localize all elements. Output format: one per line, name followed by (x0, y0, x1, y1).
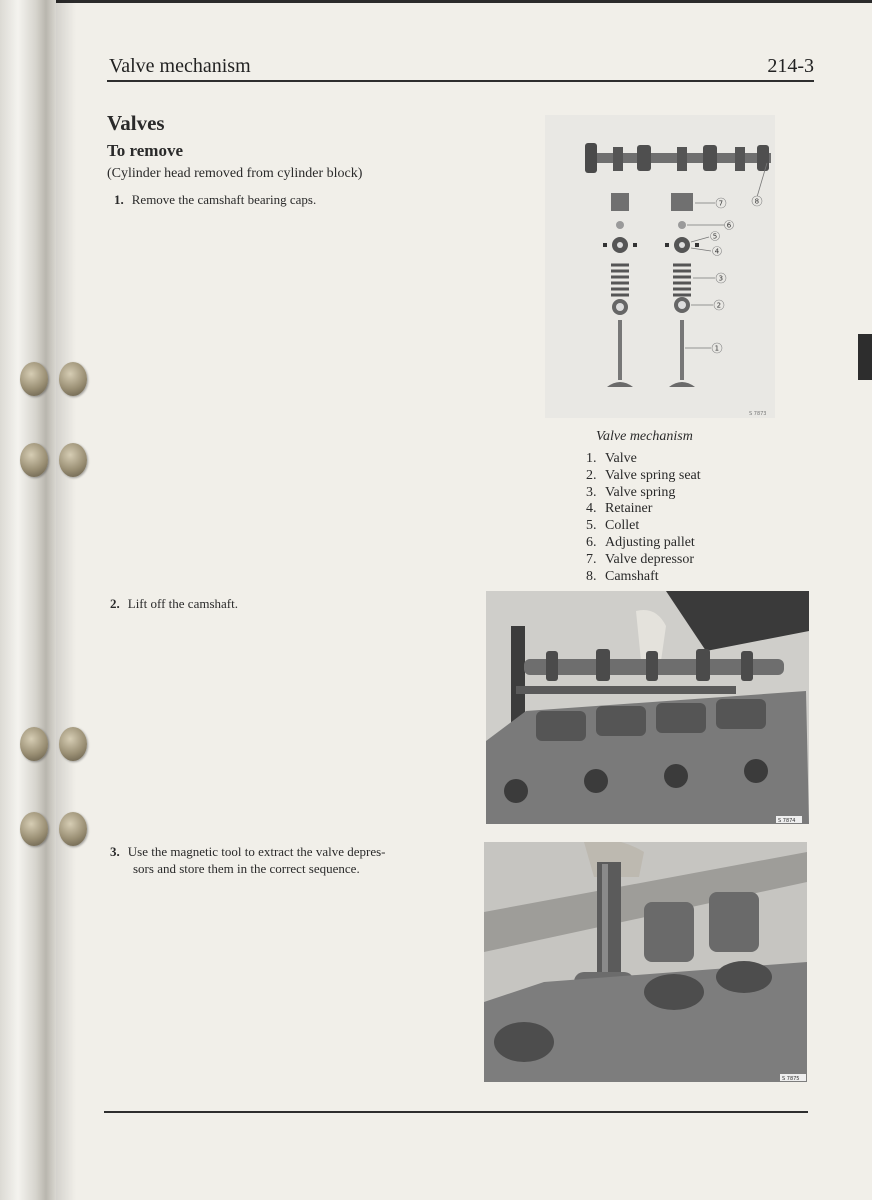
binder-spine (0, 0, 56, 1200)
figure-valve-mechanism (545, 115, 775, 418)
legend-item: 5. Collet (586, 518, 640, 534)
legend-item: 6. Adjusting pallet (586, 534, 695, 550)
section-note: (Cylinder head removed from cylinder block) (107, 166, 363, 181)
binder-ring-icon (20, 443, 48, 477)
section-title: Valves (107, 111, 165, 135)
figure-ref: S 7875 (782, 1076, 800, 1082)
photo-extract-depressors (484, 842, 807, 1082)
binder-ring-icon (59, 443, 87, 477)
step-number: 3. (110, 844, 120, 859)
extract-depressors-illustration (484, 842, 807, 1082)
callout-3: 3 (718, 274, 724, 283)
step-text-continued: sors and store them in the correct sequence. (133, 861, 360, 876)
figure-ref: S 7874 (778, 818, 796, 824)
figure-ref: S 7873 (749, 411, 767, 417)
legend-item: 4. Retainer (586, 501, 653, 517)
running-header-title: Valve mechanism (109, 55, 251, 77)
step-text: Remove the camshaft bearing caps. (131, 192, 317, 207)
step-number: 2. (110, 596, 120, 611)
valve-mechanism-illustration (545, 115, 775, 418)
step-number: 1. (114, 192, 124, 207)
callout-5: 5 (712, 232, 718, 241)
legend-item: 8. Camshaft (586, 568, 659, 584)
binder-ring-icon (20, 812, 48, 846)
legend-item: 1. Valve (586, 451, 637, 466)
step-3 (110, 843, 385, 877)
step-1 (114, 191, 316, 208)
binder-ring-icon (59, 812, 87, 846)
binder-ring-icon (59, 727, 87, 761)
legend-item: 3. Valve spring (586, 484, 676, 500)
step-2 (110, 595, 238, 612)
section-tab-marker (858, 334, 872, 380)
figure-legend (586, 451, 701, 585)
page-top-edge (0, 0, 872, 3)
footer-rule (104, 1111, 808, 1113)
legend-item: 2. Valve spring seat (586, 467, 701, 483)
photo-lift-camshaft (486, 591, 809, 824)
step-text: Lift off the camshaft. (127, 596, 238, 611)
callout-2: 2 (716, 301, 722, 310)
binder-ring-icon (59, 362, 87, 396)
page-number: 214-3 (767, 55, 814, 77)
callout-1: 1 (714, 344, 720, 353)
callout-8: 8 (754, 197, 760, 206)
step-text: Use the magnetic tool to extract the valve depres- (127, 844, 386, 859)
legend-item: 7. Valve depressor (586, 551, 695, 567)
binder-ring-icon (20, 362, 48, 396)
callout-7: 7 (718, 199, 724, 208)
header-rule (107, 80, 814, 82)
figure-caption: Valve mechanism (596, 429, 693, 444)
callout-4: 4 (714, 247, 720, 256)
callout-6: 6 (726, 221, 732, 230)
section-subtitle: To remove (107, 141, 184, 160)
lift-camshaft-illustration (486, 591, 809, 824)
binder-ring-icon (20, 727, 48, 761)
binder-shadow (56, 0, 76, 1200)
